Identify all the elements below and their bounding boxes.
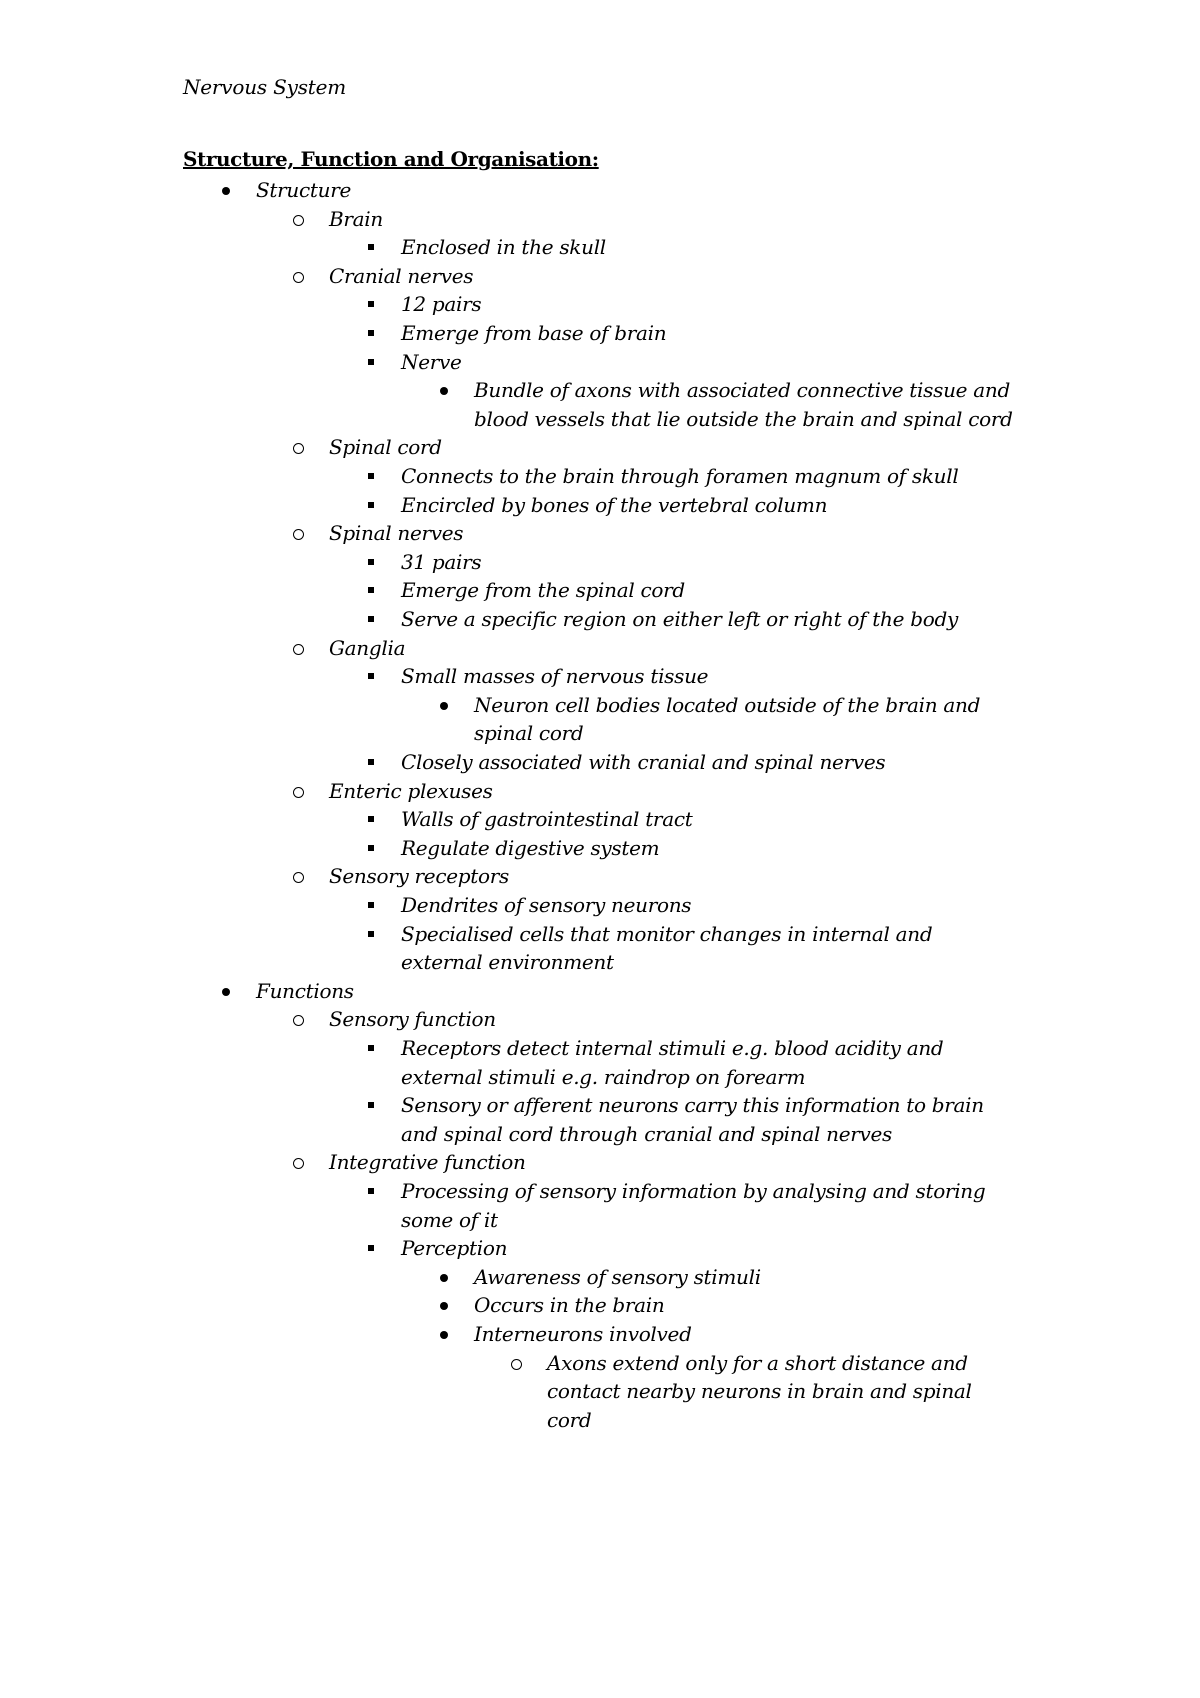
bullet-disc-icon — [434, 691, 454, 720]
outline-item-text: spinal cord — [474, 721, 584, 746]
outline-item-text: Bundle of axons with associated connective tissue and — [474, 378, 1010, 403]
outline-item — [0, 576, 1200, 605]
outline-item — [0, 433, 1200, 462]
outline-item — [0, 834, 1200, 863]
bullet-circle-icon — [289, 262, 309, 291]
outline-item — [0, 548, 1200, 577]
outline-item — [0, 405, 1200, 434]
outline-item-text: Receptors detect internal stimuli e.g. blood acidity and — [401, 1036, 944, 1060]
outline-item-text: Structure — [256, 178, 351, 202]
bullet-circle-icon — [289, 862, 309, 891]
outline-item-text: Walls of gastrointestinal tract — [401, 807, 693, 832]
outline-item-text: Spinal nerves — [329, 521, 464, 546]
bullet-circle-icon — [289, 634, 309, 663]
outline-item — [0, 891, 1200, 920]
bullet-square-icon — [361, 233, 381, 262]
bullet-square-icon — [361, 748, 381, 777]
outline-item — [0, 519, 1200, 548]
outline-item-text: Spinal cord — [329, 435, 442, 460]
outline-item-text: Interneurons involved — [474, 1322, 692, 1346]
outline-item-text: Enteric plexuses — [329, 778, 493, 803]
outline-item — [0, 348, 1200, 377]
outline-item — [0, 1234, 1200, 1263]
outline-item — [0, 290, 1200, 319]
outline-item-text: 12 pairs — [401, 292, 482, 317]
outline-item-text: and spinal cord through cranial and spinal nerves — [401, 1121, 892, 1146]
bullet-square-icon — [361, 462, 381, 491]
outline-item — [0, 1263, 1200, 1292]
outline-item-text: Small masses of nervous tissue — [401, 664, 709, 689]
outline-item — [0, 233, 1200, 262]
outline-item-text: blood vessels that lie outside the brain and spinal cord — [474, 406, 1013, 431]
outline-item-text: Emerge from base of brain — [401, 321, 667, 345]
outline-item-text: Sensory or afferent neurons carry this information to brain — [401, 1093, 984, 1118]
bullet-square-icon — [361, 662, 381, 691]
outline-item — [0, 777, 1200, 806]
bullet-disc-icon — [434, 1320, 454, 1349]
outline-item-text: Functions — [256, 978, 354, 1003]
bullet-circle-icon — [289, 519, 309, 548]
bullet-disc-icon — [216, 176, 236, 205]
bullet-square-icon — [361, 319, 381, 348]
bullet-circle-icon — [289, 1148, 309, 1177]
bullet-disc-icon — [434, 1291, 454, 1320]
outline-item-text: Occurs in the brain — [474, 1293, 665, 1318]
outline-item — [0, 1320, 1200, 1349]
bullet-square-icon — [361, 290, 381, 319]
outline-item — [0, 977, 1200, 1006]
outline-item-text: Closely associated with cranial and spinal nerves — [401, 750, 886, 774]
outline-item-text: Dendrites of sensory neurons — [401, 893, 692, 917]
outline-item — [0, 1034, 1200, 1063]
bullet-circle-icon — [289, 777, 309, 806]
outline-item — [0, 376, 1200, 405]
bullet-square-icon — [361, 605, 381, 634]
outline-item — [0, 862, 1200, 891]
outline-item — [0, 1120, 1200, 1149]
outline-item — [0, 605, 1200, 634]
bullet-square-icon — [361, 348, 381, 377]
bullet-disc-icon — [434, 1263, 454, 1292]
outline-item — [0, 634, 1200, 663]
bullet-square-icon — [361, 1034, 381, 1063]
outline-item-text: Perception — [401, 1236, 508, 1261]
outline-item-text: Axons extend only for a short distance and — [547, 1350, 968, 1375]
bullet-square-icon — [361, 491, 381, 520]
outline-item-text: Integrative function — [329, 1150, 526, 1175]
outline-item-text: Cranial nerves — [329, 263, 474, 288]
bullet-square-icon — [361, 1177, 381, 1206]
bullet-square-icon — [361, 834, 381, 863]
outline-item-text: Sensory receptors — [329, 864, 509, 889]
outline-item — [0, 1177, 1200, 1206]
outline-item-text: external stimuli e.g. raindrop on forearm — [401, 1064, 806, 1089]
bullet-circle-icon — [289, 433, 309, 462]
outline-item-text: Sensory function — [329, 1007, 496, 1032]
outline-item — [0, 662, 1200, 691]
outline-item — [0, 1349, 1200, 1378]
outline-item — [0, 1063, 1200, 1092]
outline-item — [0, 1377, 1200, 1406]
outline-item — [0, 719, 1200, 748]
bullet-square-icon — [361, 576, 381, 605]
outline-item — [0, 1291, 1200, 1320]
outline-item-text: 31 pairs — [401, 549, 482, 574]
outline-item — [0, 205, 1200, 234]
bullet-circle-icon — [289, 205, 309, 234]
bullet-circle-icon — [507, 1349, 527, 1378]
outline-item — [0, 1091, 1200, 1120]
outline-item-text: cord — [547, 1407, 592, 1432]
outline-item-text: some of it — [401, 1207, 498, 1232]
outline-item-text: Encircled by bones of the vertebral column — [401, 492, 828, 517]
outline-item-text: Specialised cells that monitor changes in internal and — [401, 921, 933, 946]
outline-item-text: Processing of sensory information by analysing and storing — [401, 1179, 986, 1203]
bullet-square-icon — [361, 805, 381, 834]
outline-item — [0, 748, 1200, 777]
outline-item — [0, 1206, 1200, 1235]
outline-item-text: contact nearby neurons in brain and spinal — [547, 1379, 972, 1404]
outline-item — [0, 948, 1200, 977]
section-heading: Structure, Function and Organisation: — [183, 147, 599, 171]
bullet-disc-icon — [434, 376, 454, 405]
outline-item-text: Awareness of sensory stimuli — [474, 1264, 761, 1289]
outline-item — [0, 491, 1200, 520]
bullet-circle-icon — [289, 1005, 309, 1034]
outline-item — [0, 805, 1200, 834]
outline-item-text: Emerge from the spinal cord — [401, 578, 685, 603]
bullet-square-icon — [361, 548, 381, 577]
outline-item — [0, 1148, 1200, 1177]
outline-item-text: Brain — [329, 206, 383, 231]
bullet-square-icon — [361, 891, 381, 920]
outline-item — [0, 920, 1200, 949]
outline-item — [0, 319, 1200, 348]
outline-item-text: Connects to the brain through foramen magnum of skull — [401, 464, 959, 488]
bullet-square-icon — [361, 1091, 381, 1120]
outline-item-text: Enclosed in the skull — [401, 235, 606, 260]
outline-item — [0, 462, 1200, 491]
outline-item — [0, 691, 1200, 720]
outline-item — [0, 176, 1200, 205]
outline-item-text: Regulate digestive system — [401, 835, 660, 860]
outline-item-text: Ganglia — [329, 635, 406, 660]
outline-item-text: Neuron cell bodies located outside of the brain and — [474, 692, 981, 717]
outline-item-text: external environment — [401, 950, 614, 975]
outline-item — [0, 262, 1200, 291]
outline-item — [0, 1005, 1200, 1034]
bullet-square-icon — [361, 920, 381, 949]
page-header: Nervous System — [183, 75, 347, 99]
bullet-disc-icon — [216, 977, 236, 1006]
outline-item-text: Serve a specific region on either left or right of the body — [401, 607, 958, 631]
outline-item-text: Nerve — [401, 349, 462, 374]
outline-item — [0, 1406, 1200, 1435]
bullet-square-icon — [361, 1234, 381, 1263]
